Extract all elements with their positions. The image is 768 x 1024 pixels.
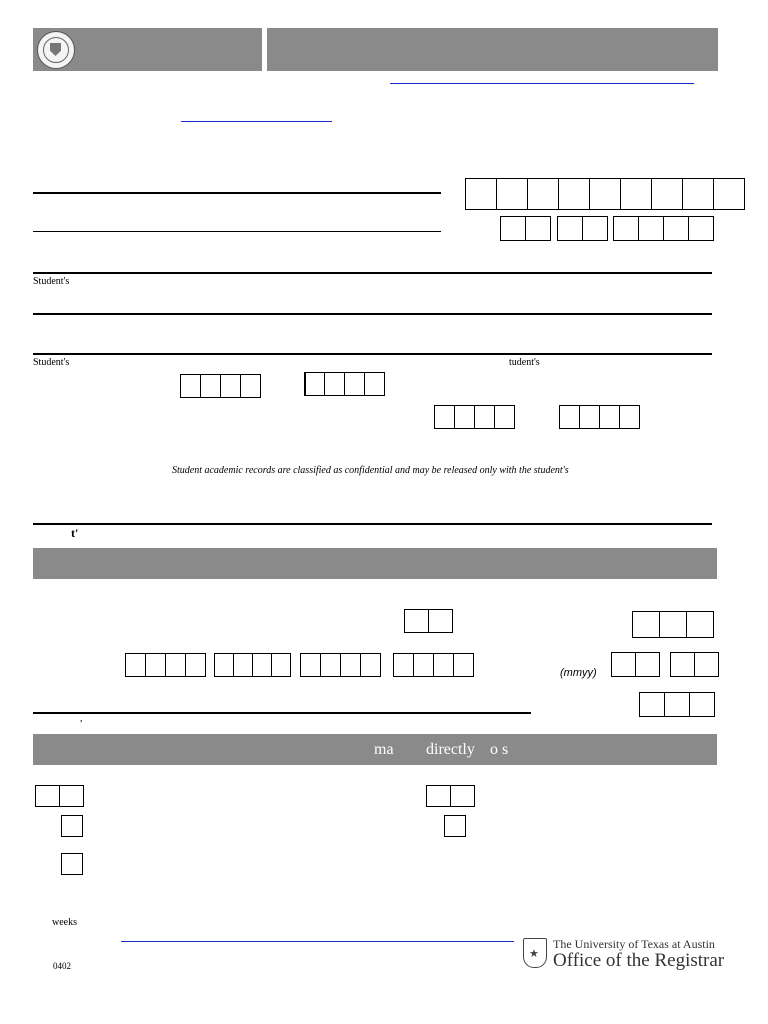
phone-boxes-4[interactable] bbox=[559, 405, 640, 429]
date-day-boxes[interactable] bbox=[557, 216, 608, 241]
student-line-1[interactable] bbox=[33, 272, 712, 274]
ut-registrar-logo bbox=[523, 938, 724, 971]
confidential-notice: Student academic records are classified as confidential and may be released only with the student's bbox=[172, 465, 569, 476]
name-line-2[interactable] bbox=[33, 231, 441, 232]
section2-fragment-a: ma bbox=[374, 741, 394, 758]
course-code-boxes[interactable] bbox=[632, 611, 714, 638]
form-code: 0402 bbox=[53, 961, 71, 971]
cardholder-mark: , bbox=[80, 713, 83, 724]
student-label-2: Student's bbox=[33, 357, 70, 368]
link-underline-top[interactable] bbox=[390, 83, 694, 84]
date-month-boxes[interactable] bbox=[500, 216, 551, 241]
student-label-1: Student's bbox=[33, 276, 70, 287]
section2-fragment-b: directly bbox=[426, 741, 475, 758]
header-bar-right bbox=[267, 28, 718, 71]
checkbox-2[interactable] bbox=[444, 815, 466, 837]
id-number-boxes[interactable] bbox=[465, 178, 745, 210]
section2-fragment-c: o s bbox=[490, 741, 509, 758]
security-code-boxes[interactable] bbox=[639, 692, 715, 717]
student-line-2[interactable] bbox=[33, 313, 712, 315]
card-boxes-2[interactable] bbox=[214, 653, 291, 677]
small-code-boxes[interactable] bbox=[404, 609, 453, 633]
link-underline-second[interactable] bbox=[181, 121, 332, 122]
ut-shield-icon bbox=[523, 938, 547, 968]
logo-line-1: The University of Texas at Austin bbox=[553, 937, 715, 951]
student-line-3[interactable] bbox=[33, 353, 712, 355]
cardholder-line[interactable] bbox=[33, 712, 531, 714]
card-boxes-1[interactable] bbox=[125, 653, 206, 677]
date-year-boxes[interactable] bbox=[613, 216, 714, 241]
expiry-year-boxes[interactable] bbox=[670, 652, 719, 677]
university-seal-icon bbox=[37, 31, 75, 69]
checkbox-3[interactable] bbox=[61, 853, 83, 875]
mmyy-label: (mmyy) bbox=[560, 667, 597, 679]
signature-label: t' bbox=[71, 526, 79, 540]
card-boxes-3[interactable] bbox=[300, 653, 381, 677]
phone-boxes-1[interactable] bbox=[180, 374, 261, 398]
expiry-month-boxes[interactable] bbox=[611, 652, 660, 677]
phone-boxes-3[interactable] bbox=[434, 405, 515, 429]
student-label-3: tudent's bbox=[509, 357, 540, 368]
weeks-label: weeks bbox=[52, 917, 77, 928]
option-boxes-left[interactable] bbox=[35, 785, 84, 807]
option-boxes-right[interactable] bbox=[426, 785, 475, 807]
name-line-1[interactable] bbox=[33, 192, 441, 194]
logo-line-2: Office of the Registrar bbox=[553, 950, 725, 971]
card-boxes-4[interactable] bbox=[393, 653, 474, 677]
signature-line[interactable] bbox=[33, 523, 712, 525]
section-band-1 bbox=[33, 548, 717, 579]
phone-boxes-2[interactable] bbox=[304, 372, 385, 396]
checkbox-1[interactable] bbox=[61, 815, 83, 837]
footer-link-underline[interactable] bbox=[121, 941, 514, 942]
